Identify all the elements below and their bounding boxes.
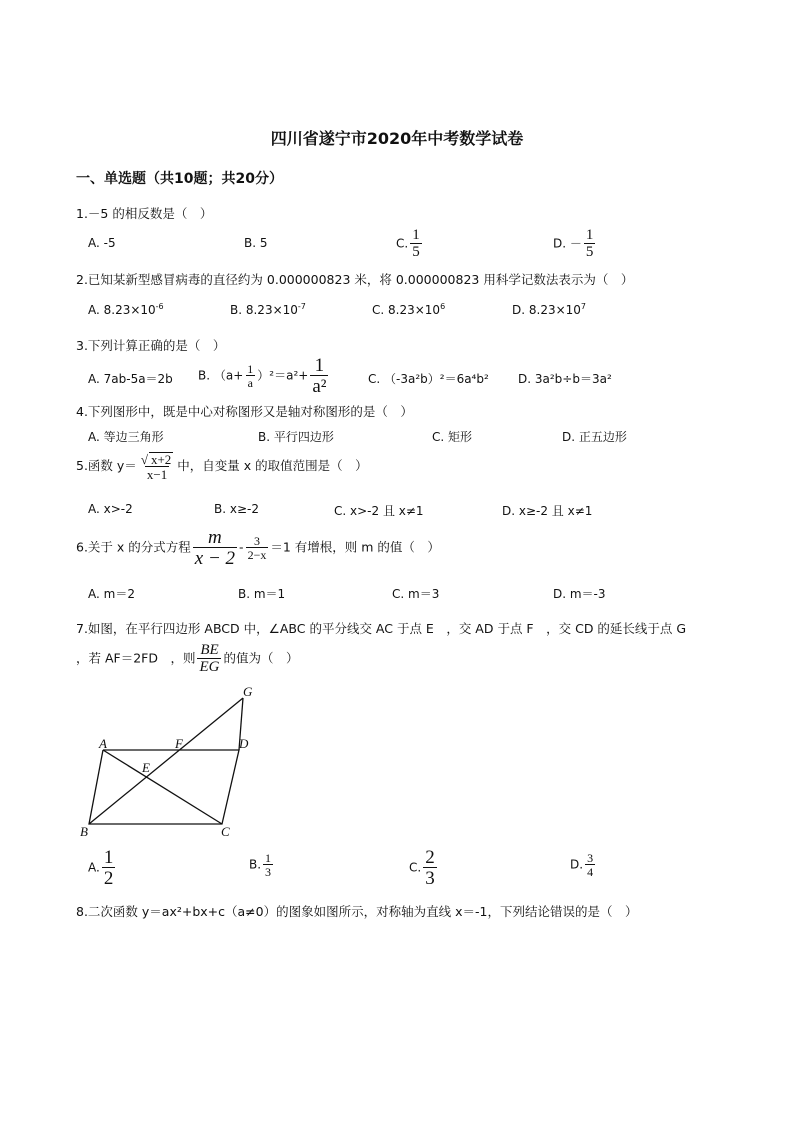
page-title: 四川省遂宁市2020年中考数学试卷 [270,129,524,148]
question-5-stem: 5.函数 y＝ $\frac{√ x+2}{x-1}$ 中，自变量 x 的取值范围是（ ） [76,452,368,482]
label-g: G [243,684,253,699]
q7-option-d: D. $\frac{3}{4}$ [570,851,594,879]
q1-option-c: C. $\frac{1}{5}$ [396,227,420,260]
q7-option-b: B. $\frac{1}{3}$ [249,851,272,879]
question-2-stem: 2.已知某新型感冒病毒的直径约为 0.000000823 米，将 0.000000823 用科学记数法表示为（ ） [76,272,634,287]
q5-option-b: B. x≥-2 [214,502,259,516]
q2-option-b: B. $8.23\times 10^{-7}$ [230,302,306,317]
q2-option-a: A. $8.23\times 10^{-6}$ [88,302,164,317]
q4-option-b: B. 平行四边形 [258,430,334,444]
label-c: C [221,824,230,839]
q6-option-d: D. m＝-3 [553,587,606,601]
q7-option-a: A. $\frac{1}{2}$ [88,847,114,889]
q3-option-d: D. 3a²b÷b＝3a² [518,372,612,386]
q4-option-c: C. 矩形 [432,430,473,444]
q6-option-a: A. m＝2 [88,587,135,601]
q2-option-d: D. $8.23\times 10^7$ [512,302,587,317]
question-7-line1: 7.如图，在平行四边形 ABCD 中，∠ABC 的平分线交 AC 于点 E ，交 AD 于点 F ，交 CD 的延长线于点 G [76,621,687,636]
q1-option-d: D. － $\frac{1}{5}$ [553,227,594,260]
q7-option-c: C. $\frac{2}{3}$ [409,847,435,889]
label-b: B [80,824,88,839]
q6-option-b: B. m＝1 [238,587,286,601]
q5-option-a: A. x>-2 [88,502,133,516]
q5-option-c: C. x>-2 且 x≠1 [334,504,424,518]
diagonal-ac [103,750,222,824]
q1-option-b: B. 5 [244,236,268,250]
q2-option-c: C. $8.23\times 10^6$ [372,302,446,317]
line-bg [89,698,243,824]
q3-option-a: A. 7ab-5a＝2b [88,372,173,386]
q5-option-d: D. x≥-2 且 x≠1 [502,504,593,518]
label-d: D [239,736,249,751]
q1-option-a: A. -5 [88,236,116,250]
q3-option-c: C. （-3a²b）²＝6a⁴b² [368,372,489,386]
question-7-line2: ，若 AF＝2FD ，则 $\frac{BE}{EG}$ 的值为（ ） [76,642,299,675]
label-e: E [142,760,150,775]
q4-option-a: A. 等边三角形 [88,430,164,444]
q6-option-c: C. m＝3 [392,587,440,601]
question-6-stem: 6.关于 x 的分式方程 $\frac{m}{x - 2}$ - $\frac{3}{2-x}$ ＝1 有增根，则 m 的值（ ） [76,527,440,569]
label-a: A [99,736,107,751]
question-4-stem: 4.下列图形中，既是中心对称图形又是轴对称图形的是（ ） [76,404,413,419]
question-3-stem: 3.下列计算正确的是（ ） [76,338,226,353]
question-1-stem: 1.－5 的相反数是（ ） [76,206,213,221]
q4-option-d: D. 正五边形 [562,430,627,444]
q3-option-b: B. （a+ $\frac{1}{a}$ ）²＝a²+ $\frac{1}{\text{a²}}$ [198,355,327,397]
parallelogram-figure [76,682,276,842]
label-f: F [175,736,183,751]
section-heading: 一、单选题（共10题；共20分） [76,171,283,187]
parallelogram-abcd [89,750,239,824]
question-8-stem: 8.二次函数 y＝ax²+bx+c（a≠0）的图象如图所示，对称轴为直线 x＝-1，下列结论错误的是（ ） [76,904,638,919]
